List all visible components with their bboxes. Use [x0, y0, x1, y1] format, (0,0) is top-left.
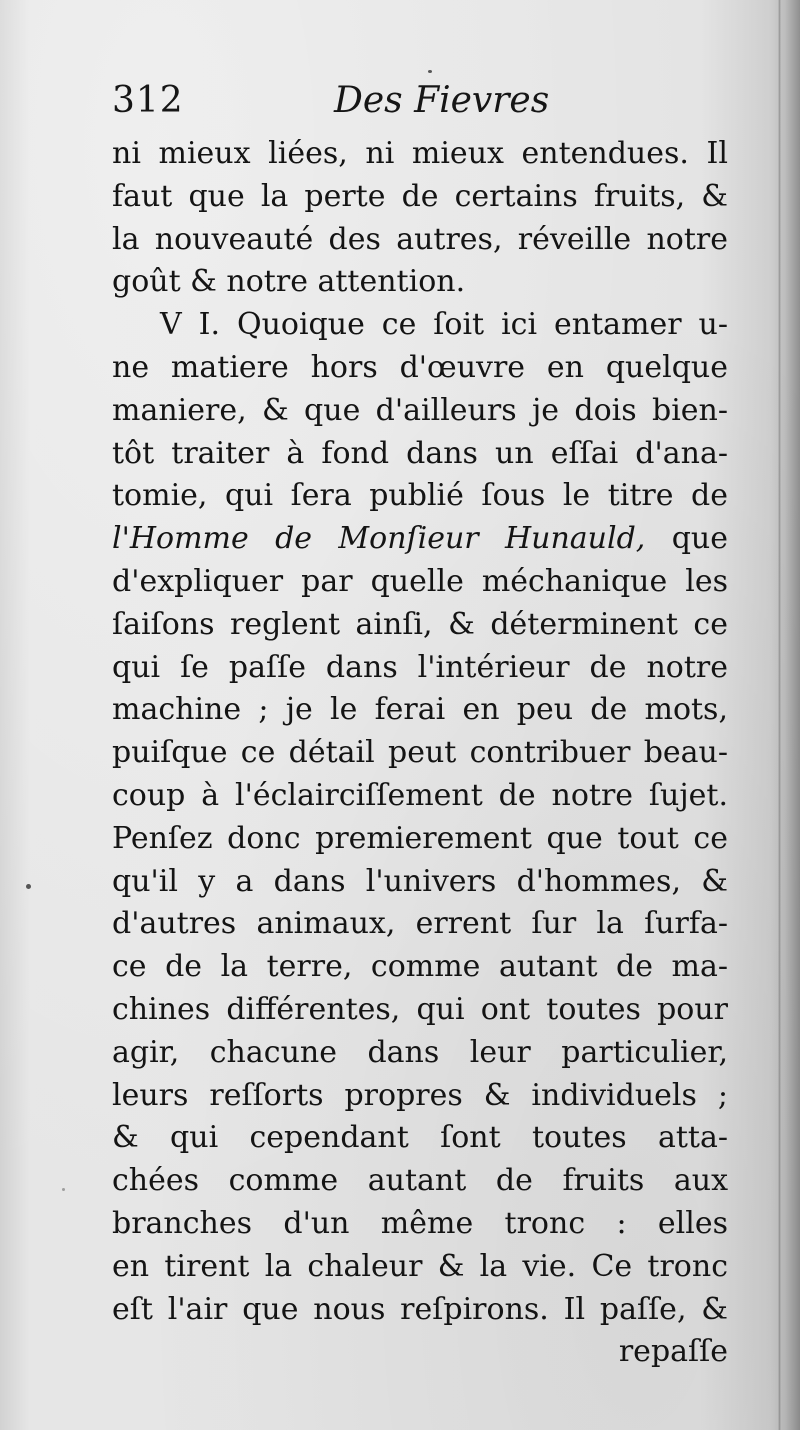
- body-text: [112, 133, 728, 1374]
- text-line-9: tomie, qui ſera publié ſous le titre de: [112, 478, 728, 514]
- text-line-12: ſaiſons reglent ainſi, & déterminent ce: [112, 606, 728, 642]
- text-line-5: V I. Quoique ce ſoit ici entamer u-: [160, 307, 728, 343]
- text-line-25: chées comme autant de fruits aux: [112, 1163, 728, 1199]
- paper-speck: [62, 1188, 65, 1191]
- page-header: [112, 76, 732, 130]
- text-line-6: ne matiere hors d'œuvre en quelque: [112, 349, 728, 385]
- text-line-22: agir, chacune dans leur particulier,: [112, 1034, 728, 1070]
- text-line-17: Penſez donc premierement que tout ce: [112, 820, 728, 856]
- text-line-21: chines différentes, qui ont toutes pour: [112, 991, 728, 1027]
- text-line-3: la nouveauté des autres, réveille notre: [112, 221, 728, 257]
- page-number: 312: [112, 80, 184, 121]
- text-line-20: ce de la terre, comme autant de ma-: [112, 949, 728, 985]
- text-line-14: machine ; je le ferai en peu de mots,: [112, 692, 728, 728]
- running-head: Des Fievres: [334, 80, 550, 121]
- catchword: repaſſe: [618, 1334, 728, 1370]
- text-line-26: branches d'un même tronc : elles: [112, 1205, 728, 1241]
- text-line-16: coup à l'éclairciſſement de notre ſujet.: [112, 777, 728, 813]
- text-line-7: maniere, & que d'ailleurs je dois bien-: [112, 392, 728, 428]
- text-line-11: d'expliquer par quelle méchanique les: [112, 563, 728, 599]
- text-line-10-tail: que: [671, 521, 728, 557]
- text-line-27: en tirent la chaleur & la vie. Ce tronc: [112, 1248, 728, 1284]
- text-line-24: & qui cependant ſont toutes atta-: [112, 1120, 728, 1156]
- text-line-15: puiſque ce détail peut contribuer beau-: [112, 735, 728, 771]
- text-line-23: leurs reſſorts propres & individuels ;: [112, 1077, 728, 1113]
- paper-speck: [26, 884, 31, 889]
- text-line-13: qui ſe paſſe dans l'intérieur de notre: [112, 649, 728, 685]
- text-line-2: faut que la perte de certains fruits, &: [112, 178, 728, 214]
- text-line-28: eſt l'air que nous reſpirons. Il paſſe, &: [112, 1291, 728, 1327]
- text-line-1: ni mieux liées, ni mieux entendues. Il: [112, 136, 728, 171]
- page-gutter: [778, 0, 781, 1430]
- text-line-19: d'autres animaux, errent ſur la ſurfa-: [112, 906, 728, 942]
- text-line-18: qu'il y a dans l'univers d'hommes, &: [112, 863, 728, 899]
- italic-title: l'Homme de Monſieur Hunauld,: [112, 521, 646, 557]
- text-line-10: [112, 518, 728, 561]
- paper-speck: [428, 70, 432, 73]
- text-line-4: goût & notre attention.: [112, 264, 466, 300]
- text-line-8: tôt traiter à fond dans un eſſai d'ana-: [112, 435, 728, 471]
